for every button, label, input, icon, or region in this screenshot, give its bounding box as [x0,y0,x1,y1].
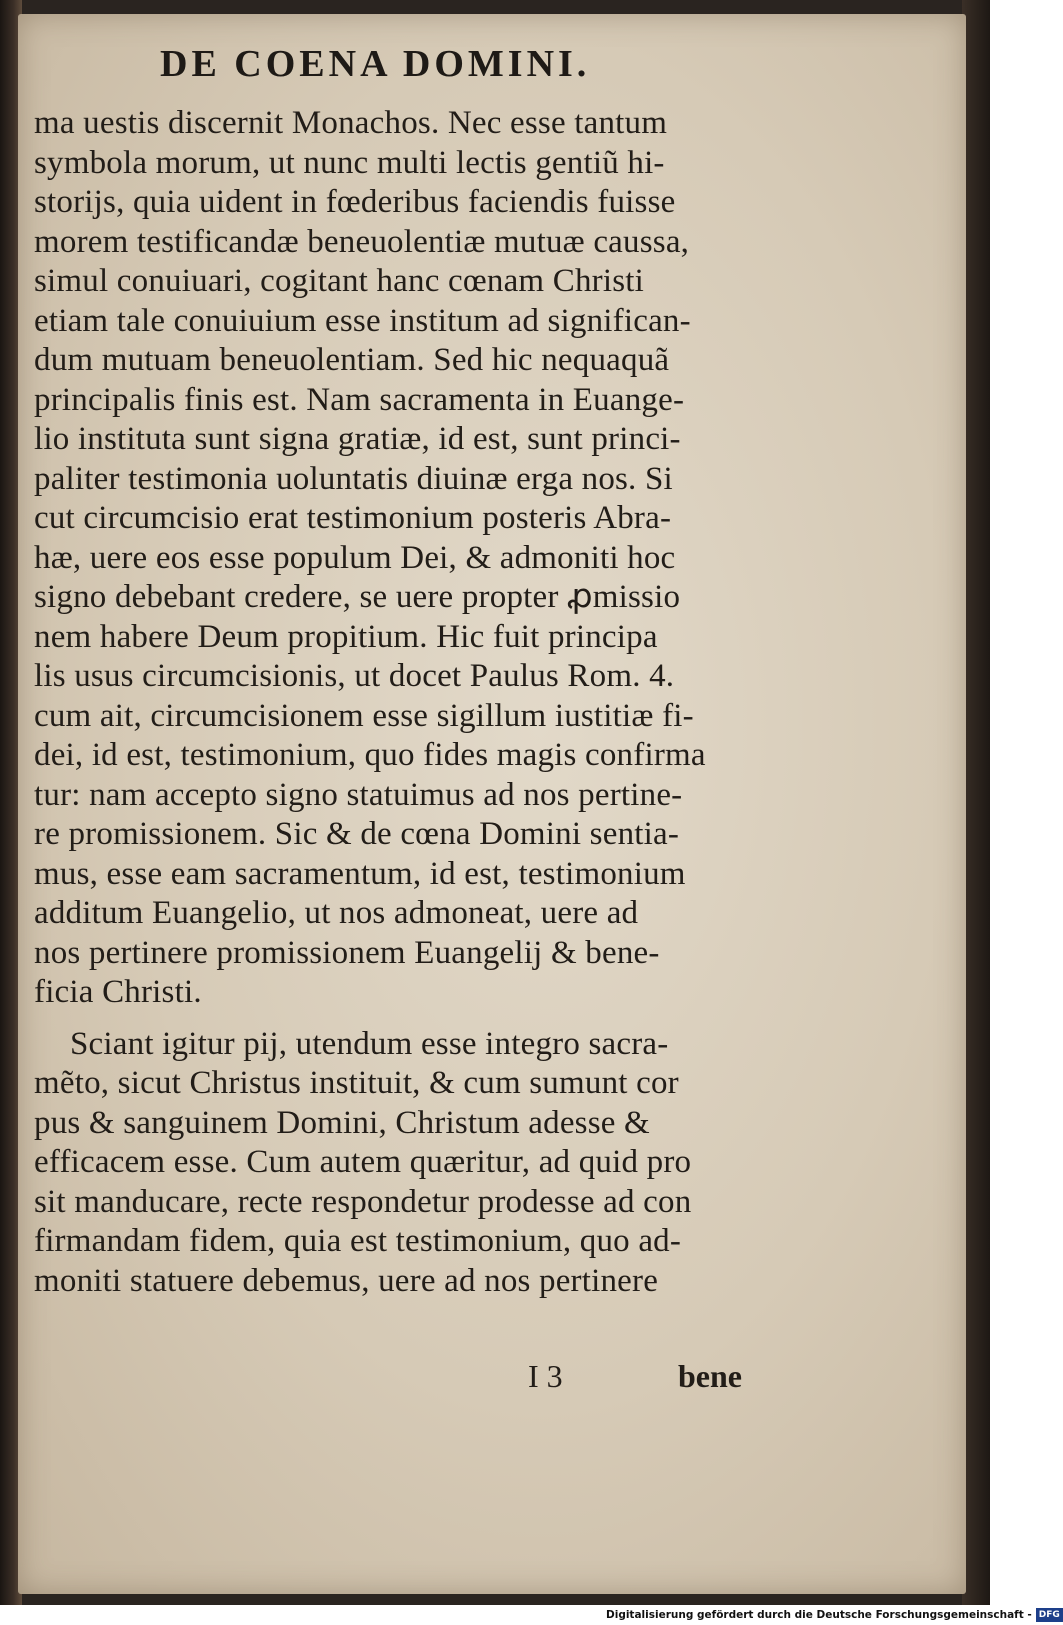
text-line: ma uestis discernit Monachos. Nec esse tantum [34,105,668,141]
text-line: sit manducare, recte respondetur prodesse ad con [34,1183,692,1220]
text-line: cum ait, circumcisionem esse sigillum iustitiæ fi- [34,697,694,734]
text-line: lis usus circumcisionis, ut docet Paulus Rom. 4. [34,658,675,694]
footer-credit [606,1607,1063,1623]
text-line: mus, esse eam sacramentum, id est, testimonium [34,855,686,892]
text-line: re promissionem. Sic & de cœna Domini sentia- [34,816,680,852]
text-line: firmandam fidem, quia est testimonium, quo ad- [34,1223,682,1259]
text-line: efficacem esse. Cum autem quæritur, ad quid pro [34,1144,692,1180]
text-line: lio instituta sunt signa gratiæ, id est, sunt princi- [34,421,681,457]
text-line: symbola morum, ut nunc multi lectis gentiũ hi- [34,144,665,181]
text-line: additum Euangelio, ut nos admoneat, uere ad [34,895,639,931]
text-line: paliter testimonia uoluntatis diuinæ erga nos. Si [34,460,673,497]
book-fore-edge [962,0,990,1605]
paragraph-gap [34,1013,794,1025]
footer-text: Digitalisierung gefördert durch die Deutsche Forschungsgemeinschaft - [606,1609,1032,1621]
catchword: bene [678,1358,742,1394]
text-line: etiam tale conuiuium esse institum ad significan- [34,302,691,339]
text-line: Sciant igitur pij, utendum esse integro sacra- [70,1025,669,1062]
text-line: storijs, quia uident in fœderibus faciendis fuisse [34,184,676,220]
text-line: nos pertinere promissionem Euangelij & bene- [34,934,660,971]
text-line: nem habere Deum propitium. Hic fuit principa [34,618,658,655]
dfg-logo: DFG [1036,1608,1063,1622]
text-line: signo debebant credere, se uere propter ꝓmissio [34,579,681,615]
text-line: principalis finis est. Nam sacramenta in Euange- [34,381,685,418]
text-line: mẽto, sicut Christus instituit, & cum sumunt cor [34,1065,679,1101]
text-line: tur: nam accepto signo statuimus ad nos pertine- [34,776,683,813]
text-line: simul conuiuari, cogitant hanc cœnam Christi [34,263,645,299]
text-line: pus & sanguinem Domini, Christum adesse & [34,1104,650,1141]
text-line: morem testificandæ beneuolentiæ mutuæ caussa, [34,223,690,260]
text-line: dei, id est, testimonium, quo fides magis confirma [34,737,706,773]
running-head: DE COENA DOMINI. [160,43,591,85]
signature-mark: I 3 [528,1358,563,1394]
text-line: cut circumcisio erat testimonium posteris Abra- [34,500,672,536]
text-line: ficia Christi. [34,974,202,1010]
body-text [34,104,794,1301]
text-line: hæ, uere eos esse populum Dei, & admoniti hoc [34,539,676,576]
text-line: moniti statuere debemus, uere ad nos pertinere [34,1262,659,1299]
text-line: dum mutuam beneuolentiam. Sed hic nequaquã [34,342,670,378]
